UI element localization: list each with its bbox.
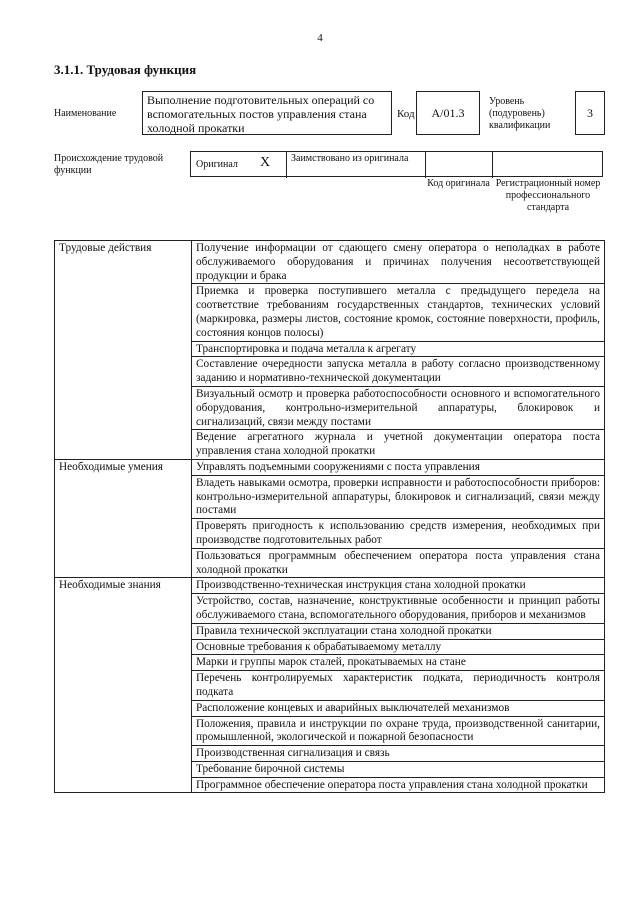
borrowed-cell (287, 152, 426, 178)
table-row (55, 241, 605, 284)
page-number: 4 (317, 32, 323, 44)
item-cell: Управлять подъемными сооружениями с поста управления (192, 459, 605, 475)
code-label: Код (397, 108, 415, 120)
item-cell: Ведение агрегатного журнала и учетной документации оператора поста управления стана холодной прокатки (192, 430, 605, 460)
function-table (54, 240, 605, 793)
original-mark: X (260, 155, 271, 170)
item-cell: Требование бирочной системы (192, 761, 605, 777)
item-cell: Транспортировка и подача металла к агрегату (192, 341, 605, 357)
original-label: Оригинал (196, 159, 238, 170)
item-cell: Визуальный осмотр и проверка работоспособности основного и вспомогательного оборудования, контрольно-измерительной аппаратуры, блокировок и сигнализаций, связи между постами (192, 386, 605, 429)
item-cell: Правила технической эксплуатации стана холодной прокатки (192, 623, 605, 639)
category-cell: Необходимые умения (55, 459, 192, 577)
item-cell: Проверять пригодность к использованию средств измерения, необходимых при производстве подготовительных работ (192, 519, 605, 549)
category-cell: Трудовые действия (55, 241, 192, 460)
item-cell: Владеть навыками осмотра, проверки исправности и работоспособности приборов: контрольно-измерительной аппаратуры, блокировок и сигнализаций, связи между постами (192, 475, 605, 518)
item-cell: Марки и группы марок сталей, прокатываемых на стане (192, 655, 605, 671)
item-cell: Основные требования к обрабатываемому металлу (192, 639, 605, 655)
item-cell: Пользоваться программным обеспечением оператора поста управления стана холодной прокатки (192, 548, 605, 578)
origin-label: Происхождение трудовой функции (54, 153, 164, 176)
reg-number-cell (493, 152, 602, 178)
item-cell: Перечень контролируемых характеристик подката, периодичность контроля подката (192, 671, 605, 701)
category-cell: Необходимые знания (55, 578, 192, 793)
item-cell: Производственно-техническая инструкция стана холодной прокатки (192, 578, 605, 594)
original-cell (191, 152, 287, 178)
item-cell: Программное обеспечение оператора поста управления стана холодной прокатки (192, 777, 605, 793)
item-cell: Устройство, состав, назначение, конструктивные особенности и принцип работы обслуживаемого стана, вспомогательного оборудования, приборов и механизмов (192, 594, 605, 624)
origin-row (190, 151, 603, 177)
table-row (55, 578, 605, 594)
level-box: 3 (575, 91, 605, 135)
item-cell: Положения, правила и инструкции по охране труда, производственной санитарии, промышленной, экологической и пожарной безопасности (192, 716, 605, 746)
borrowed-label: Заимствовано из оригинала (291, 153, 409, 164)
name-label: Наименование (54, 108, 117, 119)
code-box: А/01.3 (416, 91, 480, 135)
item-cell: Составление очередности запуска металла в работу согласно производственному заданию и нормативно-технической документации (192, 357, 605, 387)
item-cell: Приемка и проверка поступившего металла с предыдущего передела на соответствие требованиям государственных стандартов, технических условий (маркировка, размеры листов, состояние кромок, состояние поверхности, профиль, состояния концов полосы) (192, 284, 605, 341)
item-cell: Расположение концевых и аварийных выключателей механизмов (192, 700, 605, 716)
table-row (55, 459, 605, 475)
code-caption: Код оригинала (427, 178, 490, 189)
level-label: Уровень (подуровень) квалификации (489, 96, 551, 131)
reg-caption: Регистрационный номер профессионального стандарта (495, 178, 601, 213)
original-code-cell (426, 152, 493, 178)
item-cell: Производственная сигнализация и связь (192, 746, 605, 762)
section-title: 3.1.1. Трудовая функция (54, 62, 197, 77)
item-cell: Получение информации от сдающего смену оператора о неполадках в работе обслуживаемого оборудования и причинах получения несоответствующей продукции и брака (192, 241, 605, 284)
function-name-box: Выполнение подготовительных операций со вспомогательных постов управления стана холодной прокатки (142, 91, 392, 135)
